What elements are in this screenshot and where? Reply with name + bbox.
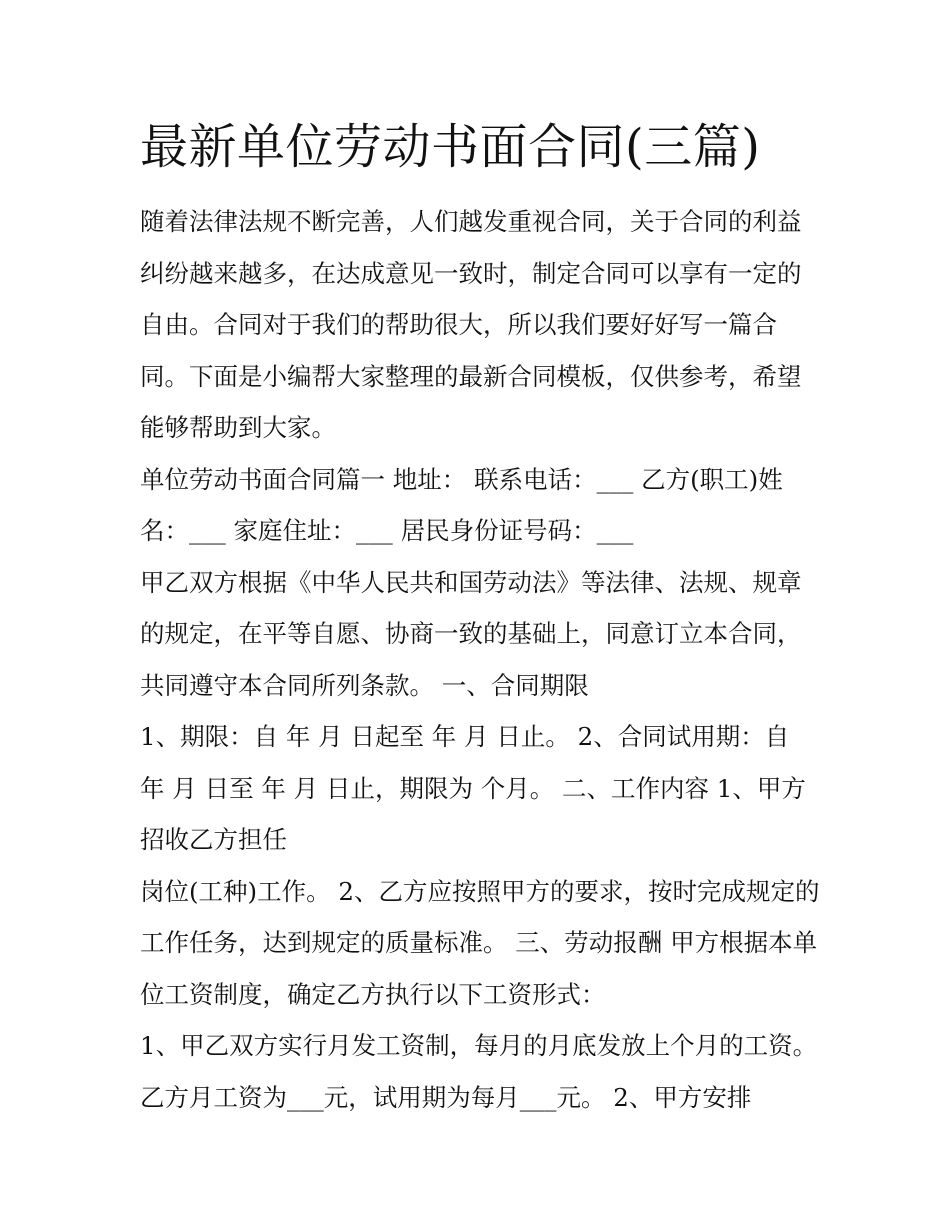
job-content-paragraph: 岗位(工种)工作。 2、乙方应按照甲方的要求，按时完成规定的工作任务，达到规定的质量标准。 三、劳动报酬 甲方根据本单位工资制度，确定乙方执行以下工资形式： [140,876,820,1009]
contract-header-paragraph: 单位劳动书面合同篇一 地址： 联系电话：___ 乙方(职工)姓名：___ 家庭住址：___ 居民身份证号码：___ [140,464,783,545]
contract-basis-paragraph: 甲乙双方根据《中华人民共和国劳动法》等法律、法规、规章的规定，在平等自愿、协商一致的基础上，同意订立本合同，共同遵守本合同所列条款。 一、合同期限 [140,567,802,700]
document-body [140,112,820,1123]
intro-paragraph: 随着法律法规不断完善，人们越发重视合同，关于合同的利益纠纷越来越多，在达成意见一致时，制定合同可以享有一定的自由。合同对于我们的帮助很大，所以我们要好好写一篇合同。下面是小编帮大家整理的最新合同模板，仅供参考，希望能够帮助到大家。 [140,207,802,442]
salary-paragraph: 1、甲乙双方实行月发工资制，每月的月底发放上个月的工资。乙方月工资为___元，试用期为每月___元。 2、甲方安排 [140,1031,818,1112]
contract-term-paragraph: 1、期限：自 年 月 日起至 年 月 日止。 2、合同试用期：自 年 月 日至 年 月 日止，期限为 个月。 二、工作内容 1、甲方招收乙方担任 [140,722,806,854]
document-title: 最新单位劳动书面合同(三篇) [140,119,761,175]
